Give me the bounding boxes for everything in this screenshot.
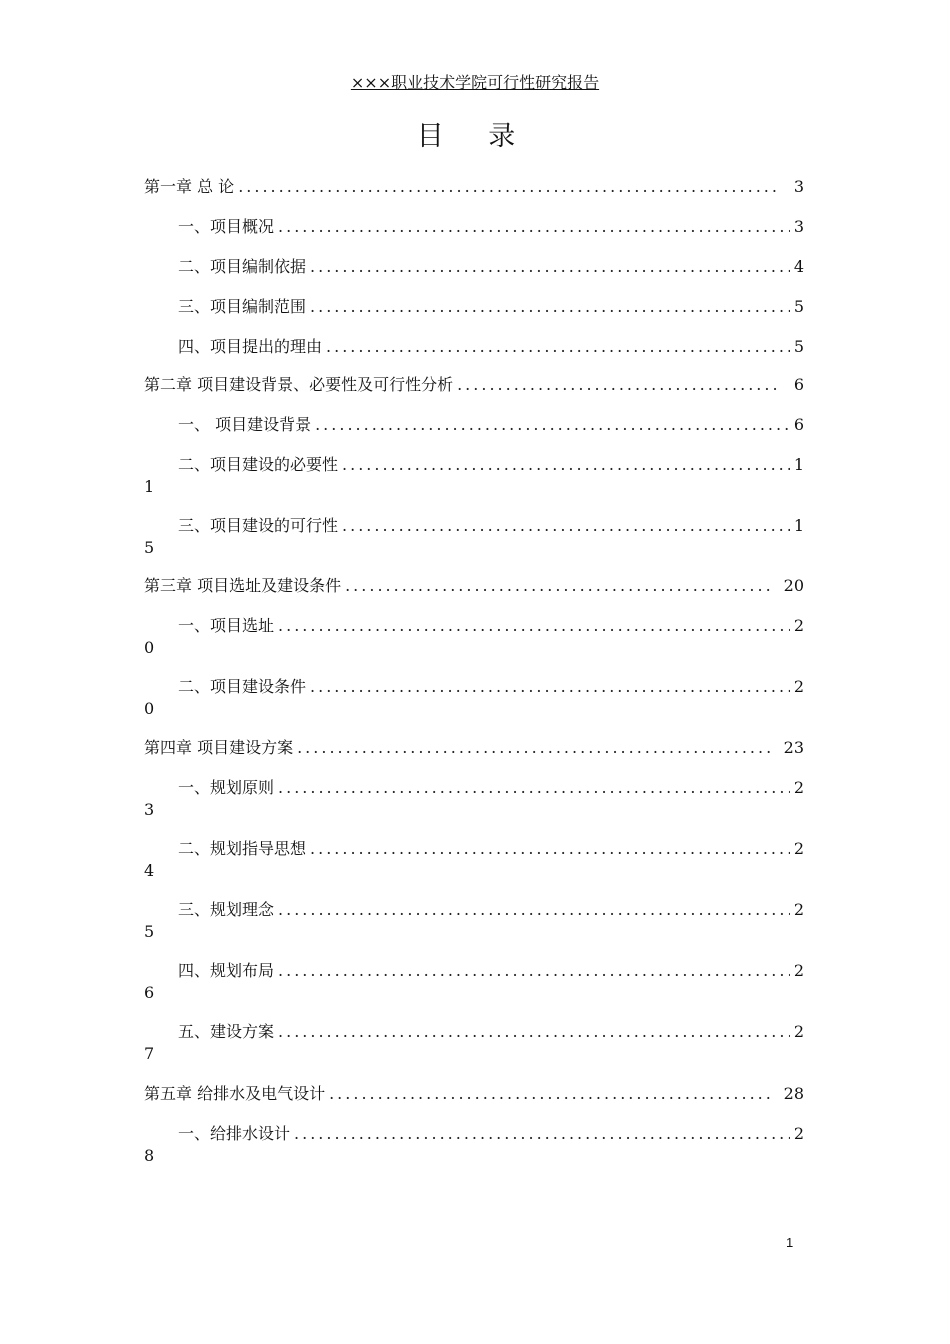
toc-entry-label: 一、项目选址 (178, 616, 275, 635)
toc-entry-line (144, 1021, 804, 1043)
toc-entry-label: 第二章 项目建设背景、必要性及可行性分析 (144, 375, 454, 394)
toc-page-number-wrap: 5 (144, 922, 155, 941)
footer-page-number: 1 (786, 1235, 794, 1250)
toc-entry-line (144, 777, 804, 799)
toc-page-number-wrap: 0 (144, 638, 155, 657)
toc-entry-label: 四、项目提出的理由 (178, 337, 323, 356)
toc-leader-dots (310, 838, 790, 860)
toc-entry-label: 四、规划布局 (178, 961, 275, 980)
toc-entry-label: 五、建设方案 (178, 1022, 275, 1041)
toc-chapter-entry[interactable] (144, 1083, 804, 1105)
toc-page-number: 1 (793, 516, 804, 535)
toc-leader-dots (310, 676, 790, 698)
toc-section-entry[interactable] (144, 777, 804, 821)
toc-page-number: 6 (793, 415, 804, 434)
toc-page-number: 3 (793, 177, 804, 196)
toc-entry-line (144, 615, 804, 637)
toc-entry-label: 第五章 给排水及电气设计 (144, 1084, 326, 1103)
toc-entry-label: 二、项目编制依据 (178, 257, 307, 276)
toc-entry-line (144, 515, 804, 537)
toc-leader-dots (342, 454, 790, 476)
page-title: 目 录 (416, 121, 534, 152)
toc-entry-line (144, 256, 804, 278)
toc-entry-line (144, 176, 804, 198)
toc-entry-line (144, 1083, 804, 1105)
toc-page-number-wrap: 3 (144, 800, 155, 819)
toc-page-number: 28 (783, 1084, 804, 1103)
toc-page-number: 23 (783, 738, 804, 757)
toc-section-entry[interactable] (144, 960, 804, 1004)
toc-leader-dots (278, 960, 790, 982)
toc-page-number: 2 (793, 961, 804, 980)
toc-page-number-wrap: 7 (144, 1044, 155, 1063)
toc-page-number-wrap: 6 (144, 983, 155, 1002)
toc-entry-line (144, 899, 804, 921)
toc-entry-label: 二、项目建设条件 (178, 677, 307, 696)
toc-page-number: 1 (793, 455, 804, 474)
toc-entry-label: 第一章 总 论 (144, 177, 235, 196)
toc-entry-label: 三、项目编制范围 (178, 297, 307, 316)
toc-leader-dots (278, 899, 790, 921)
toc-entry-label: 一、给排水设计 (178, 1124, 291, 1143)
toc-section-entry[interactable] (144, 615, 804, 659)
toc-leader-dots (294, 1123, 790, 1145)
toc-entry-line (144, 414, 804, 436)
toc-entry-line (144, 296, 804, 318)
running-header-text: ×××职业技术学院可行性研究报告 (350, 73, 600, 92)
toc-section-entry[interactable] (144, 899, 804, 943)
toc-entry-label: 一、 项目建设背景 (178, 415, 312, 434)
toc-entry-line (144, 838, 804, 860)
toc-entry-label: 第三章 项目选址及建设条件 (144, 576, 342, 595)
toc-entry-line (144, 454, 804, 476)
toc-section-entry[interactable] (144, 1021, 804, 1065)
toc-leader-dots (278, 216, 790, 238)
toc-chapter-entry[interactable] (144, 176, 804, 198)
toc-page-number: 4 (793, 257, 804, 276)
toc-page-number: 5 (793, 337, 804, 356)
toc-section-entry[interactable] (144, 414, 804, 436)
toc-leader-dots (297, 737, 770, 759)
toc-leader-dots (326, 336, 790, 358)
toc-entry-label: 第四章 项目建设方案 (144, 738, 294, 757)
toc-entry-line (144, 336, 804, 358)
toc-section-entry[interactable] (144, 296, 804, 318)
toc-entry-line (144, 575, 804, 597)
toc-section-entry[interactable] (144, 454, 804, 498)
toc-entry-label: 三、项目建设的可行性 (178, 516, 339, 535)
toc-section-entry[interactable] (144, 256, 804, 278)
toc-page-number: 3 (793, 217, 804, 236)
toc-leader-dots (457, 374, 780, 396)
toc-page-number-wrap: 8 (144, 1146, 155, 1165)
toc-page-number: 2 (793, 677, 804, 696)
toc-entry-line (144, 216, 804, 238)
toc-chapter-entry[interactable] (144, 575, 804, 597)
toc-page-number: 2 (793, 1022, 804, 1041)
toc-chapter-entry[interactable] (144, 374, 804, 396)
toc-page-number: 2 (793, 616, 804, 635)
toc-page-number: 5 (793, 297, 804, 316)
toc-entry-label: 一、规划原则 (178, 778, 275, 797)
toc-page-number: 6 (793, 375, 804, 394)
toc-entry-label: 二、规划指导思想 (178, 839, 307, 858)
toc-page-number: 2 (793, 839, 804, 858)
toc-entry-line (144, 960, 804, 982)
toc-leader-dots (329, 1083, 770, 1105)
toc-section-entry[interactable] (144, 515, 804, 559)
toc-leader-dots (278, 615, 790, 637)
toc-page-number: 2 (793, 778, 804, 797)
toc-page-number-wrap: 4 (144, 861, 155, 880)
toc-entry-label: 三、规划理念 (178, 900, 275, 919)
toc-leader-dots (278, 777, 790, 799)
toc-leader-dots (315, 414, 790, 436)
toc-page-number: 20 (783, 576, 804, 595)
toc-entry-line (144, 737, 804, 759)
toc-leader-dots (342, 515, 790, 537)
toc-page-number-wrap: 1 (144, 477, 155, 496)
toc-entry-label: 二、项目建设的必要性 (178, 455, 339, 474)
toc-section-entry[interactable] (144, 336, 804, 358)
toc-entry-line (144, 1123, 804, 1145)
toc-section-entry[interactable] (144, 216, 804, 238)
toc-leader-dots (345, 575, 770, 597)
toc-leader-dots (238, 176, 780, 198)
toc-page-number-wrap: 5 (144, 538, 155, 557)
toc-section-entry[interactable] (144, 676, 804, 720)
toc-leader-dots (310, 296, 790, 318)
toc-page-number-wrap: 0 (144, 699, 155, 718)
toc-page-number: 2 (793, 1124, 804, 1143)
toc-leader-dots (278, 1021, 790, 1043)
toc-leader-dots (310, 256, 790, 278)
toc-section-entry[interactable] (144, 838, 804, 882)
toc-chapter-entry[interactable] (144, 737, 804, 759)
toc-entry-label: 一、项目概况 (178, 217, 275, 236)
toc-entry-line (144, 676, 804, 698)
toc-page-number: 2 (793, 900, 804, 919)
running-header (0, 70, 950, 93)
toc-entry-line (144, 374, 804, 396)
toc-section-entry[interactable] (144, 1123, 804, 1167)
